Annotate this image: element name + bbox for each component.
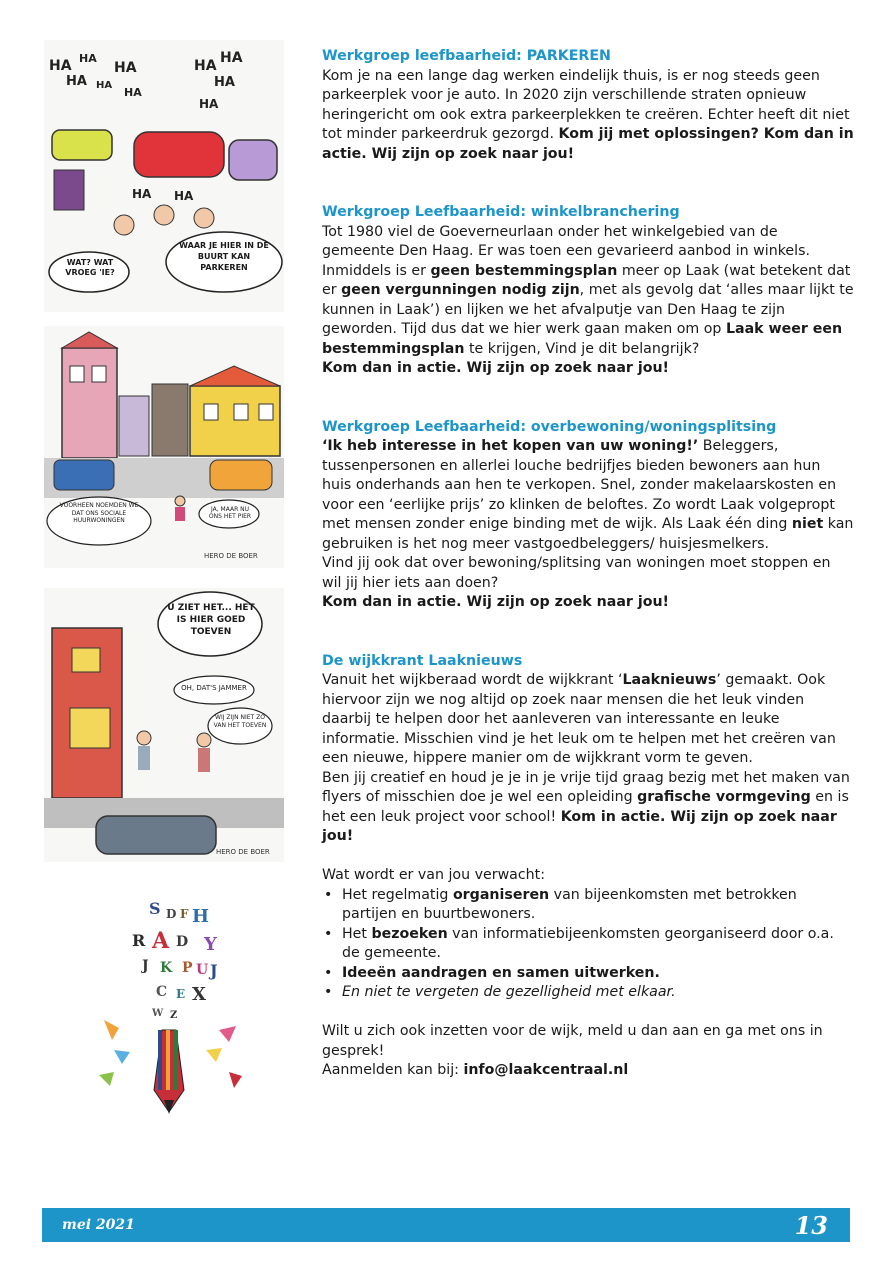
body-text: ’ gemaakt. Ook hiervoor zijn we nog altijd op zoek naar mensen die het leuk vinden daarbij te helpen door het aanleveren van interessante en leuke informatie. Misschien vind je het leuk om te helpen met het creëren van een nieuwe, hippere manier om de wijkkrant vorm te geven. [322,672,836,766]
call-to-action: Kom dan in actie. Wij zijn op zoek naar jou! [322,594,670,610]
laugh-text: HA [49,58,72,74]
speech-bubble-top: U ZIET HET... HET IS HIER GOED TOEVEN [167,603,255,637]
section-title: Werkgroep Leefbaarheid: winkelbranchering [322,204,680,220]
expectations-list [322,886,854,1003]
parking-cartoon-drawing [44,40,284,312]
artwork-letter: R [132,931,146,950]
list-item: • Het regelmatig organiseren van bijeenkomsten met betrokken partijen en buurtbewoners. [322,886,854,925]
artwork-letter: S [149,900,161,918]
laugh-text: HA [174,189,194,203]
artwork-letter: P [182,960,193,976]
laugh-text: HA [132,187,152,201]
emphasis-text: grafische vormgeving [637,789,811,805]
section-title: Werkgroep leefbaarheid: PARKEREN [322,48,611,64]
artwork-letter: Z [170,1010,178,1021]
artwork-letter: K [160,960,173,976]
section-overbewoning [322,418,854,613]
list-item: • Het bezoeken van informatiebijeenkomsten georganiseerd door o.a. de gemeente. [322,925,854,964]
signup-line [322,1061,854,1081]
cartoon-signature: HERO DE BOER [216,848,270,856]
emphasis-text: Laak weer een bestemmingsplan [322,321,843,357]
body-text: Beleggers, tussenpersonen en allerlei louche bedrijfjes bieden bewoners aan hun huis onderhands aan hen te verkopen. Snel, zonder makelaarskosten en voor een ‘eerlijke prijs’ zo klinken de beloftes. Zo wordt Laak volgepropt met mensen zonder enige binding met de wijk. Als Laak één ding [322,438,837,532]
laugh-text: HA [66,74,87,89]
artwork-letter: D [166,907,177,921]
artwork-letter: C [156,984,168,1000]
section-body [322,671,854,769]
expectations-intro: Wat wordt er van jou verwacht: [322,867,546,883]
speech-bubble-left: VOORHEEN NOEMDEN WE DAT ONS SOCIALE HUURWONINGEN [59,502,139,524]
body-text: en is het een leuk project voor school! [322,789,849,825]
laugh-text: HA [124,86,142,99]
section-signup [322,1022,854,1081]
call-to-action: Kom jij met oplossingen? Kom dan in actie. Wij zijn op zoek naar jou! [322,126,854,162]
emphasis-text: geen bestemmingsplan [430,262,618,279]
section-title: Werkgroep Leefbaarheid: overbewoning/woningsplitsing [322,418,777,435]
page-number: 13 [794,1211,828,1240]
street-cartoon [44,326,284,568]
artwork-letter: E [176,987,186,1001]
section-title: De wijkkrant Laaknieuws [322,652,523,669]
speech-bubble-mid: OH, DAT'S JAMMER [181,684,247,692]
section-body [322,769,854,847]
signup-email-link[interactable]: info@laakcentraal.nl [463,1062,629,1078]
emphasis-text: Laaknieuws [622,672,717,688]
body-text: , met als gevolg dat ‘alles maar lijkt te kunnen in Laak’) en lijken we het afvalputje van Den Haag te zijn geworden. Tijd dus dat we hier werk gaan maken om op [322,282,854,337]
laugh-text: HA [114,60,137,76]
emphasis-text: geen vergunningen nodig zijn [341,282,580,298]
section-parkeren [322,47,854,164]
section-expectations [322,866,854,1003]
pencil-letters-drawing [44,900,284,1130]
speech-bubble-right: JA, MAAR NU ONS HET PIER [208,506,252,520]
emphasis-text: niet [791,516,824,532]
artwork-letter: J [142,958,149,974]
body-text: Vanuit het wijkberaad wordt de wijkkrant ‘ [322,672,623,688]
list-item: • En niet te vergeten de gezelligheid met elkaar. [322,983,854,1003]
speech-bubble-right: WAAR JE HIER IN DE BUURT KAN PARKEREN [179,241,269,272]
corner-cartoon-drawing [44,588,284,862]
speech-bubble-small: WIJ ZIJN NIET ZO VAN HET TOEVEN [213,714,267,729]
artwork-letter: D [176,934,189,950]
laugh-text: HA [199,97,219,111]
laugh-text: HA [96,80,113,91]
section-body [322,437,854,554]
corner-cartoon [44,588,284,862]
laugh-text: HA [194,58,217,74]
body-text: te krijgen, Vind je dit belangrijk? [464,340,700,357]
laugh-text: HA [214,75,235,90]
body-text: Tot 1980 viel de Goeverneurlaan onder het winkelgebied van de gemeente Den Haag. Er was toen een gevarieerd aanbod in winkels. Inmiddels is er [322,223,810,279]
artwork-letter: U [196,962,209,978]
list-item: • Ideeën aandragen en samen uitwerken. [322,964,854,984]
artwork-letter: W [152,1008,164,1019]
artwork-letter: H [192,906,210,927]
section-body [322,223,854,360]
street-cartoon-drawing [44,326,284,568]
body-text: kan gebruiken is het nog meer vastgoedbeleggers/ huisjesmelkers. [322,516,854,552]
call-to-action: Kom dan in actie. Wij zijn op zoek naar jou! [322,360,670,376]
section-winkelbranchering [322,203,854,379]
cartoon-signature: HERO DE BOER [204,552,258,560]
section-wijkkrant [322,652,854,847]
signup-label: Aanmelden kan bij: [322,1062,464,1078]
artwork-letter: J [210,961,218,980]
artwork-letter: A [152,928,170,954]
section-body [322,67,854,165]
speech-bubble-left: WAT? WAT VROEG 'IE? [65,258,115,277]
footer-date: mei 2021 [62,1217,135,1233]
pencil-letters-artwork [44,900,284,1130]
emphasis-text: ‘Ik heb interesse in het kopen van uw woning!’ [322,438,699,454]
page-footer [42,1208,850,1242]
artwork-letter: X [192,984,206,1005]
parking-cartoon [44,40,284,312]
laugh-text: HA [220,50,243,66]
signup-text: Wilt u zich ook inzetten voor de wijk, meld u dan aan en ga met ons in gesprek! [322,1023,823,1059]
call-to-action: Kom in actie. Wij zijn op zoek naar jou! [322,808,837,844]
body-text: Kom je na een lange dag werken eindelijk thuis, is er nog steeds geen parkeerplek voor je auto. In 2020 zijn verschillende straten opnieuw heringericht om ook extra parkeerplekken te creëren. Echter heeft dit niet tot minder parkeerdruk gezorgd. [322,67,850,142]
artwork-letter: Y [204,934,217,955]
article-content [322,47,854,1081]
artwork-letter: F [180,907,189,921]
body-text: meer op Laak (wat betekent dat er [322,262,851,298]
laugh-text: HA [79,52,97,65]
section-body: Vind jij ook dat over bewoning/splitsing van woningen moet stoppen en wil jij hier iets aan doen? [322,555,831,591]
body-text: Ben jij creatief en houd je je in je vrije tijd graag bezig met het maken van flyers of misschien doe je wel een opleiding [322,769,850,805]
